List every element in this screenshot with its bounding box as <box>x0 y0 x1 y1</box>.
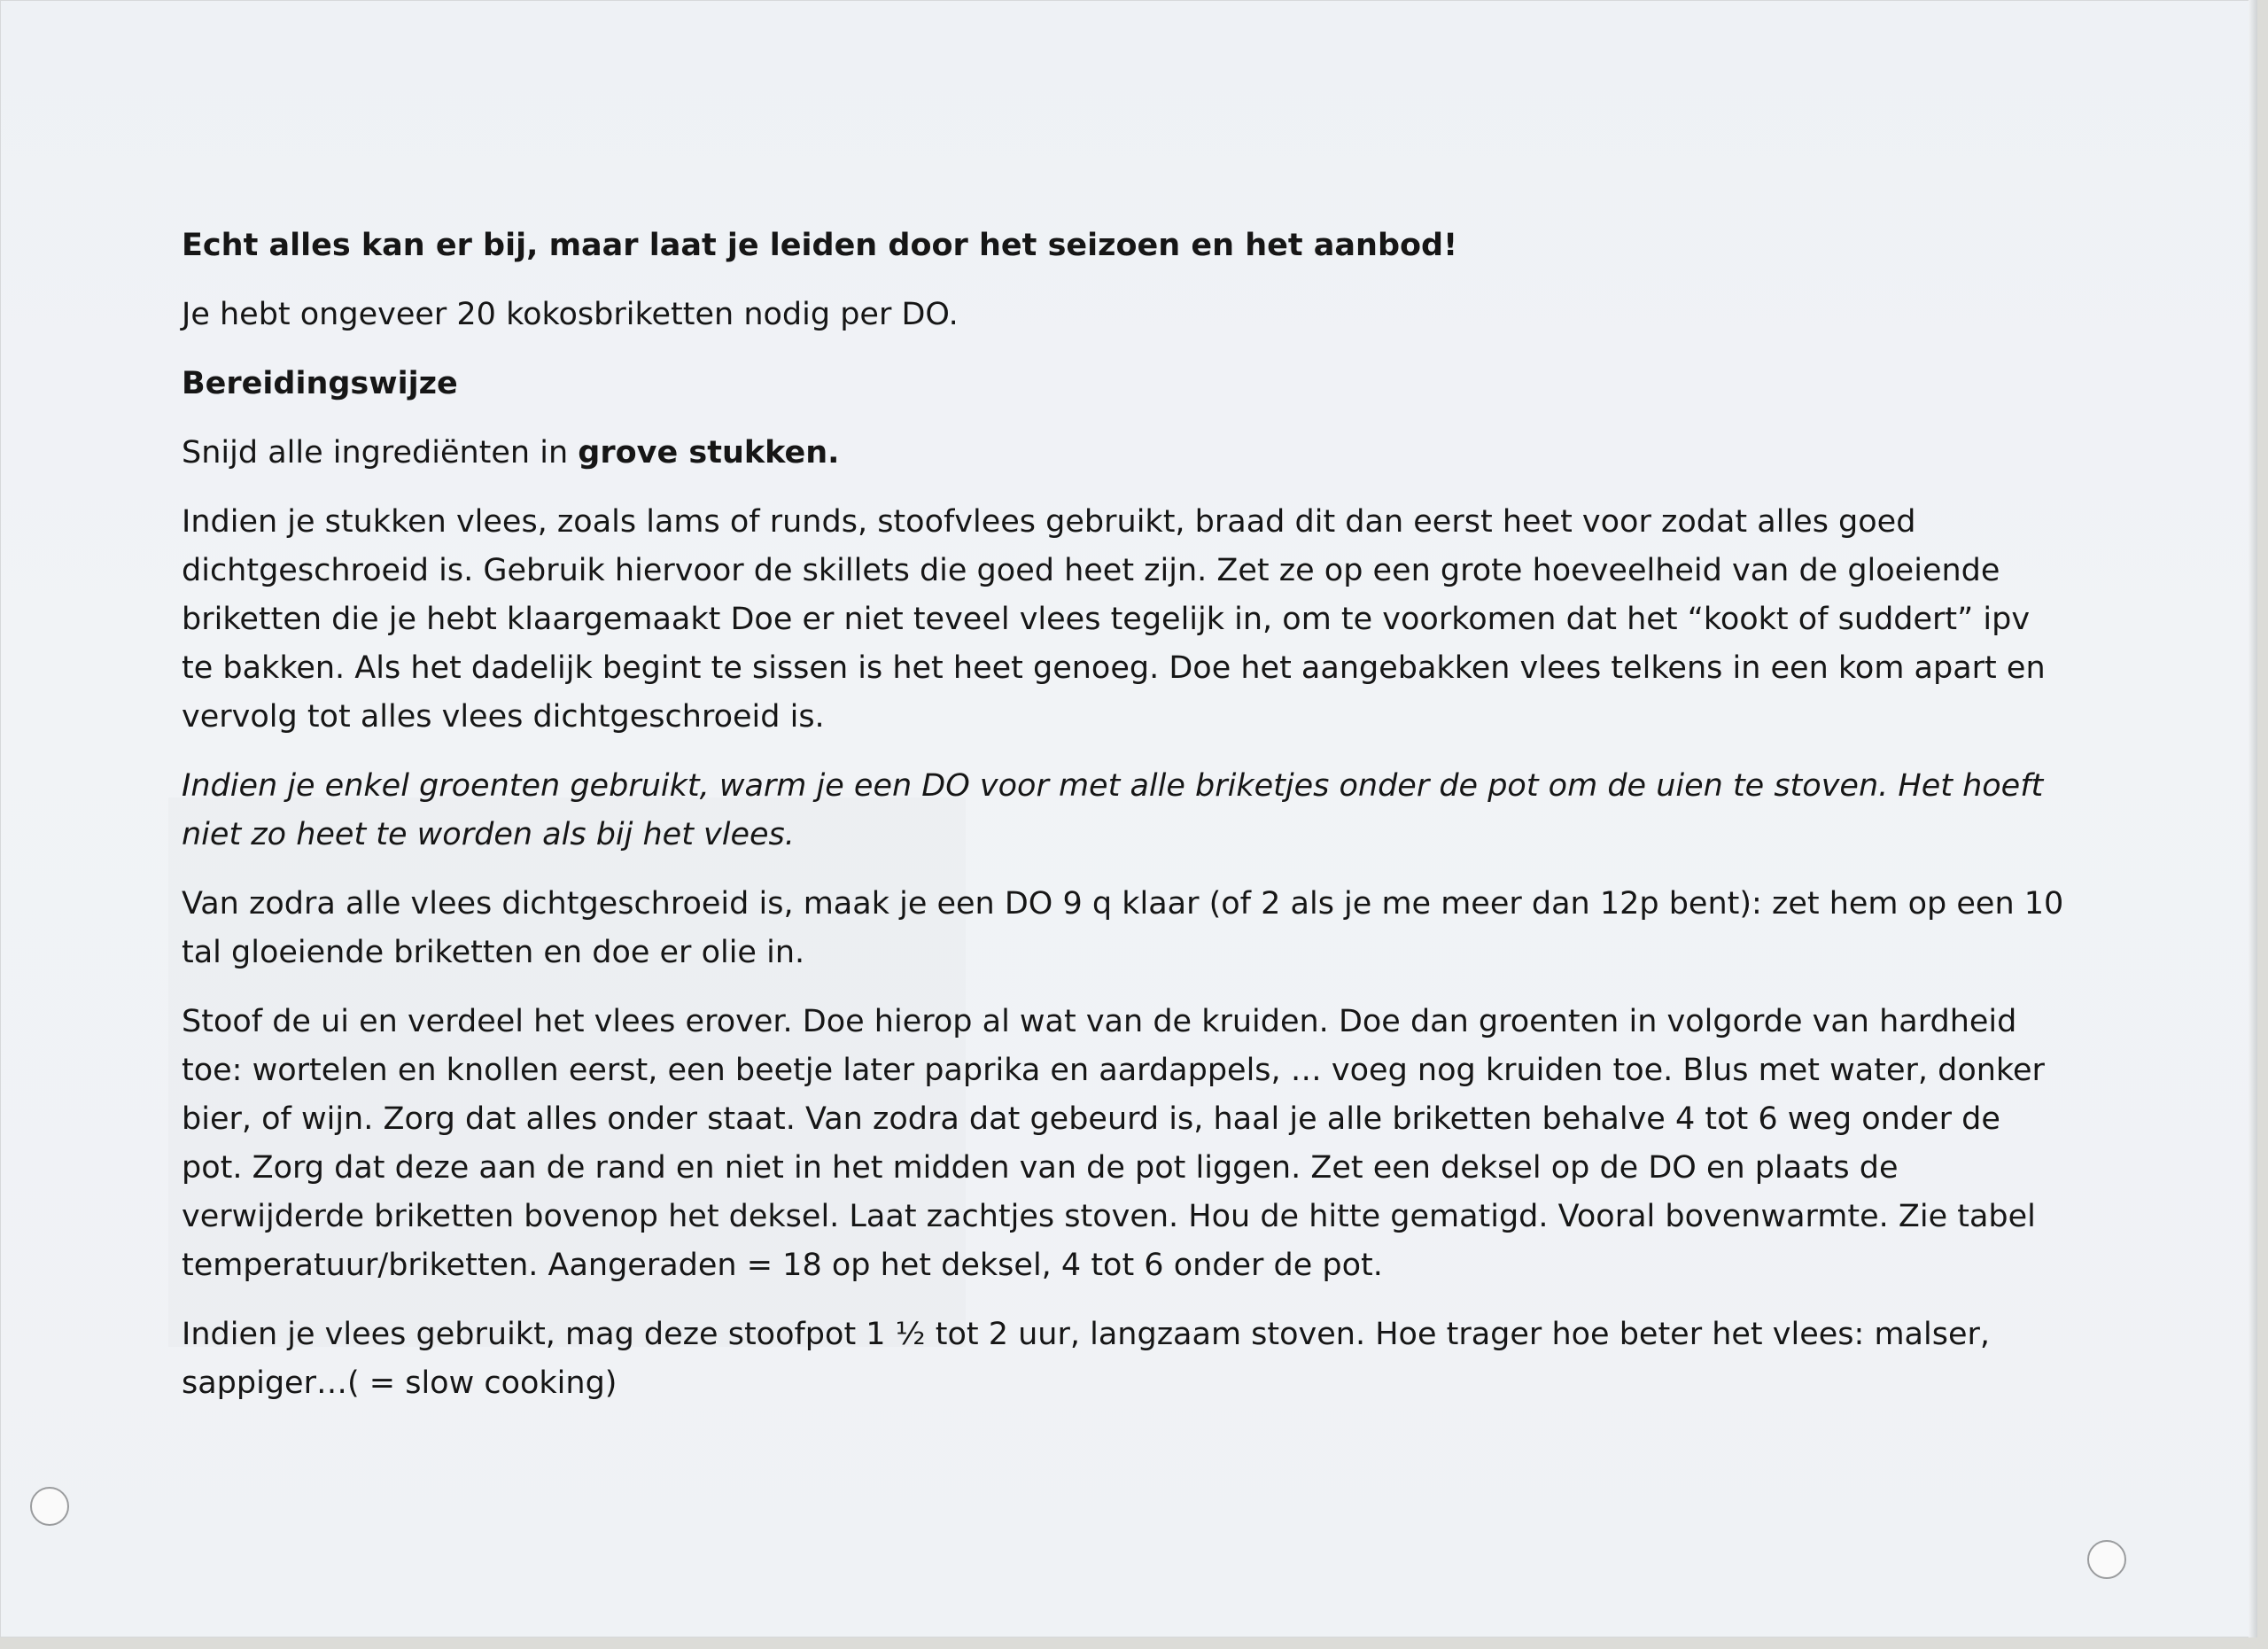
step-cut-text: Snijd alle ingrediënten in <box>182 435 579 471</box>
punch-hole-left <box>30 1487 69 1526</box>
step-cut-emphasis: grove stukken. <box>578 435 840 471</box>
step-cut <box>182 429 2069 478</box>
paragraph-dutch-oven: Van zodra alle vlees dichtgeschroeid is, maak je een DO 9 q klaar (of 2 als je me meer dan 12p bent): zet hem op een 10 tal gloeiende briketten en doe er olie in. <box>182 886 2064 970</box>
briquettes-note: Je hebt ongeveer 20 kokosbriketten nodig per DO. <box>182 297 959 332</box>
punch-hole-right <box>2087 1540 2126 1579</box>
paragraph-vegetables: Indien je enkel groenten gebruikt, warm je een DO voor met alle briketjes onder de pot om de uien te stoven. Het hoeft niet zo heet te worden als bij het vlees. <box>182 768 2044 852</box>
recipe-text <box>182 222 2069 1428</box>
intro-heading: Echt alles kan er bij, maar laat je leiden door het seizoen en het aanbod! <box>182 228 1458 263</box>
section-title: Bereidingswijze <box>182 366 458 401</box>
paragraph-stew: Stoof de ui en verdeel het vlees erover. Doe hierop al wat van de kruiden. Doe dan groenten in volgorde van hardheid toe: wortelen en knollen eerst, een beetje later paprika en aardappels, … voeg nog kruiden toe. Blus met water, donker bier, of wijn. Zorg dat alles onder staat. Van zodra dat gebeurd is, haal je alle briketten behalve 4 tot 6 weg onder de pot. Zorg dat deze aan de rand en niet in het midden van de pot liggen. Zet een deksel op de DO en plaats de verwijderde briketten bovenop het deksel. Laat zachtjes stoven. Hou de hitte gematigd. Vooral bovenwarmte. Zie tabel temperatuur/briketten. Aangeraden = 18 op het deksel, 4 tot 6 onder de pot. <box>182 1004 2045 1283</box>
paragraph-slow-cooking: Indien je vlees gebruikt, mag deze stoofpot 1 ½ tot 2 uur, langzaam stoven. Hoe trager hoe beter het vlees: malser, sappiger…( = slow cooking) <box>182 1317 1990 1401</box>
paragraph-meat: Indien je stukken vlees, zoals lams of runds, stoofvlees gebruikt, braad dit dan eerst heet voor zodat alles goed dichtgeschroeid is. Gebruik hiervoor de skillets die goed heet zijn. Zet ze op een grote hoeveelheid van de gloeiende briketten die je hebt klaargemaakt Doe er niet teveel vlees tegelijk in, om te voorkomen dat het “kookt of suddert” ipv te bakken. Als het dadelijk begint te sissen is het heet genoeg. Doe het aangebakken vlees telkens in een kom apart en vervolg tot alles vlees dichtgeschroeid is. <box>182 504 2046 735</box>
